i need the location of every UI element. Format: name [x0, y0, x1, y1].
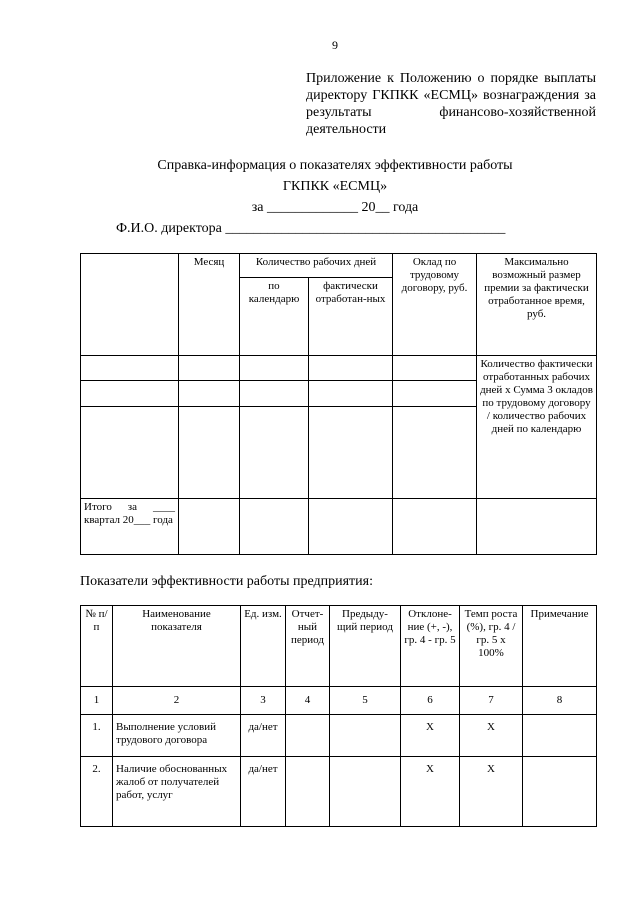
- table2-column-number: 3: [241, 687, 286, 715]
- table-row: [81, 757, 597, 827]
- indicator-deviation: Х: [401, 715, 460, 757]
- table1-cell: [393, 499, 477, 555]
- table2-header-num: № п/п: [81, 606, 113, 687]
- indicator-name: Наличие обоснованных жалоб от получателей работ, услуг: [113, 757, 241, 827]
- table2-header-report: Отчет-ный период: [286, 606, 330, 687]
- table1-cell: [179, 356, 240, 381]
- document-title-period: за _____________ 20__ года: [251, 200, 419, 215]
- table2-cell: [330, 715, 401, 757]
- table2-cell: [286, 715, 330, 757]
- table1-total-label: Итого за ____ квартал 20___ года: [81, 499, 179, 555]
- table1-header-actual: фактически отработан-ных: [309, 278, 393, 356]
- director-name-line: Ф.И.О. директора ________________________________________: [116, 221, 506, 236]
- table1-cell: [393, 381, 477, 407]
- indicator-name: Выполнение условий трудового договора: [113, 715, 241, 757]
- table1-header-by-calendar: по календарю: [240, 278, 309, 356]
- row-number: 2.: [81, 757, 113, 827]
- table1-cell: [81, 356, 179, 381]
- table2-column-number: 7: [460, 687, 523, 715]
- table1-header-salary: Оклад по трудовому договору, руб.: [393, 254, 477, 356]
- table1-cell: [309, 499, 393, 555]
- table2-header-note: Примечание: [523, 606, 597, 687]
- table1-cell: [309, 381, 393, 407]
- table-row: [81, 715, 597, 757]
- table1-cell: [477, 499, 597, 555]
- table2-column-number: 5: [330, 687, 401, 715]
- section-title: Показатели эффективности работы предприятия:: [80, 574, 373, 589]
- indicator-growth: Х: [460, 757, 523, 827]
- table2-cell: [286, 757, 330, 827]
- indicator-deviation: Х: [401, 757, 460, 827]
- table1-cell: [81, 407, 179, 499]
- table2-header-previous: Предыду-щий период: [330, 606, 401, 687]
- document-title-line-1: Справка-информация о показателях эффективности работы: [157, 158, 513, 173]
- page-number: 9: [332, 38, 338, 52]
- table1-formula: Количество фактически отработанных рабочих дней х Сумма 3 окладов по трудовому договору / количество рабочих дней по календарю: [477, 356, 597, 499]
- table1-cell: [81, 381, 179, 407]
- table1-header-empty: [81, 254, 179, 356]
- appendix-note: Приложение к Положению о порядке выплаты директору ГКПКК «ЕСМЦ» вознаграждения за результаты финансово-хозяйственной деятельности: [306, 71, 596, 137]
- row-number: 1.: [81, 715, 113, 757]
- indicator-unit: да/нет: [241, 757, 286, 827]
- table1-cell: [309, 356, 393, 381]
- table1-header-workdays: Количество рабочих дней: [240, 254, 393, 278]
- table2-column-number: 4: [286, 687, 330, 715]
- table1-cell: [240, 407, 309, 499]
- indicators-table: [80, 605, 597, 827]
- indicator-unit: да/нет: [241, 715, 286, 757]
- table2-cell: [523, 715, 597, 757]
- table2-cell: [523, 757, 597, 827]
- table1-cell: [240, 381, 309, 407]
- workdays-table: [80, 253, 597, 555]
- table1-header-month: Месяц: [179, 254, 240, 356]
- table1-cell: [240, 499, 309, 555]
- table2-header-deviation: Отклоне-ние (+, -), гр. 4 - гр. 5: [401, 606, 460, 687]
- table2-column-number: 1: [81, 687, 113, 715]
- table2-column-number: 8: [523, 687, 597, 715]
- table1-header-max-bonus: Максимально возможный размер премии за фактически отработанное время, руб.: [477, 254, 597, 356]
- table1-cell: [309, 407, 393, 499]
- table1-cell: [179, 381, 240, 407]
- table1-cell: [179, 499, 240, 555]
- table1-cell: [240, 356, 309, 381]
- table2-header-unit: Ед. изм.: [241, 606, 286, 687]
- table2-cell: [330, 757, 401, 827]
- table1-cell: [393, 356, 477, 381]
- table1-cell: [393, 407, 477, 499]
- table2-header-name: Наименование показателя: [113, 606, 241, 687]
- table2-column-number: 2: [113, 687, 241, 715]
- table2-header-growth: Темп роста (%), гр. 4 / гр. 5 х 100%: [460, 606, 523, 687]
- indicator-growth: Х: [460, 715, 523, 757]
- table2-column-number: 6: [401, 687, 460, 715]
- document-title-line-2: ГКПКК «ЕСМЦ»: [282, 179, 388, 194]
- table1-cell: [179, 407, 240, 499]
